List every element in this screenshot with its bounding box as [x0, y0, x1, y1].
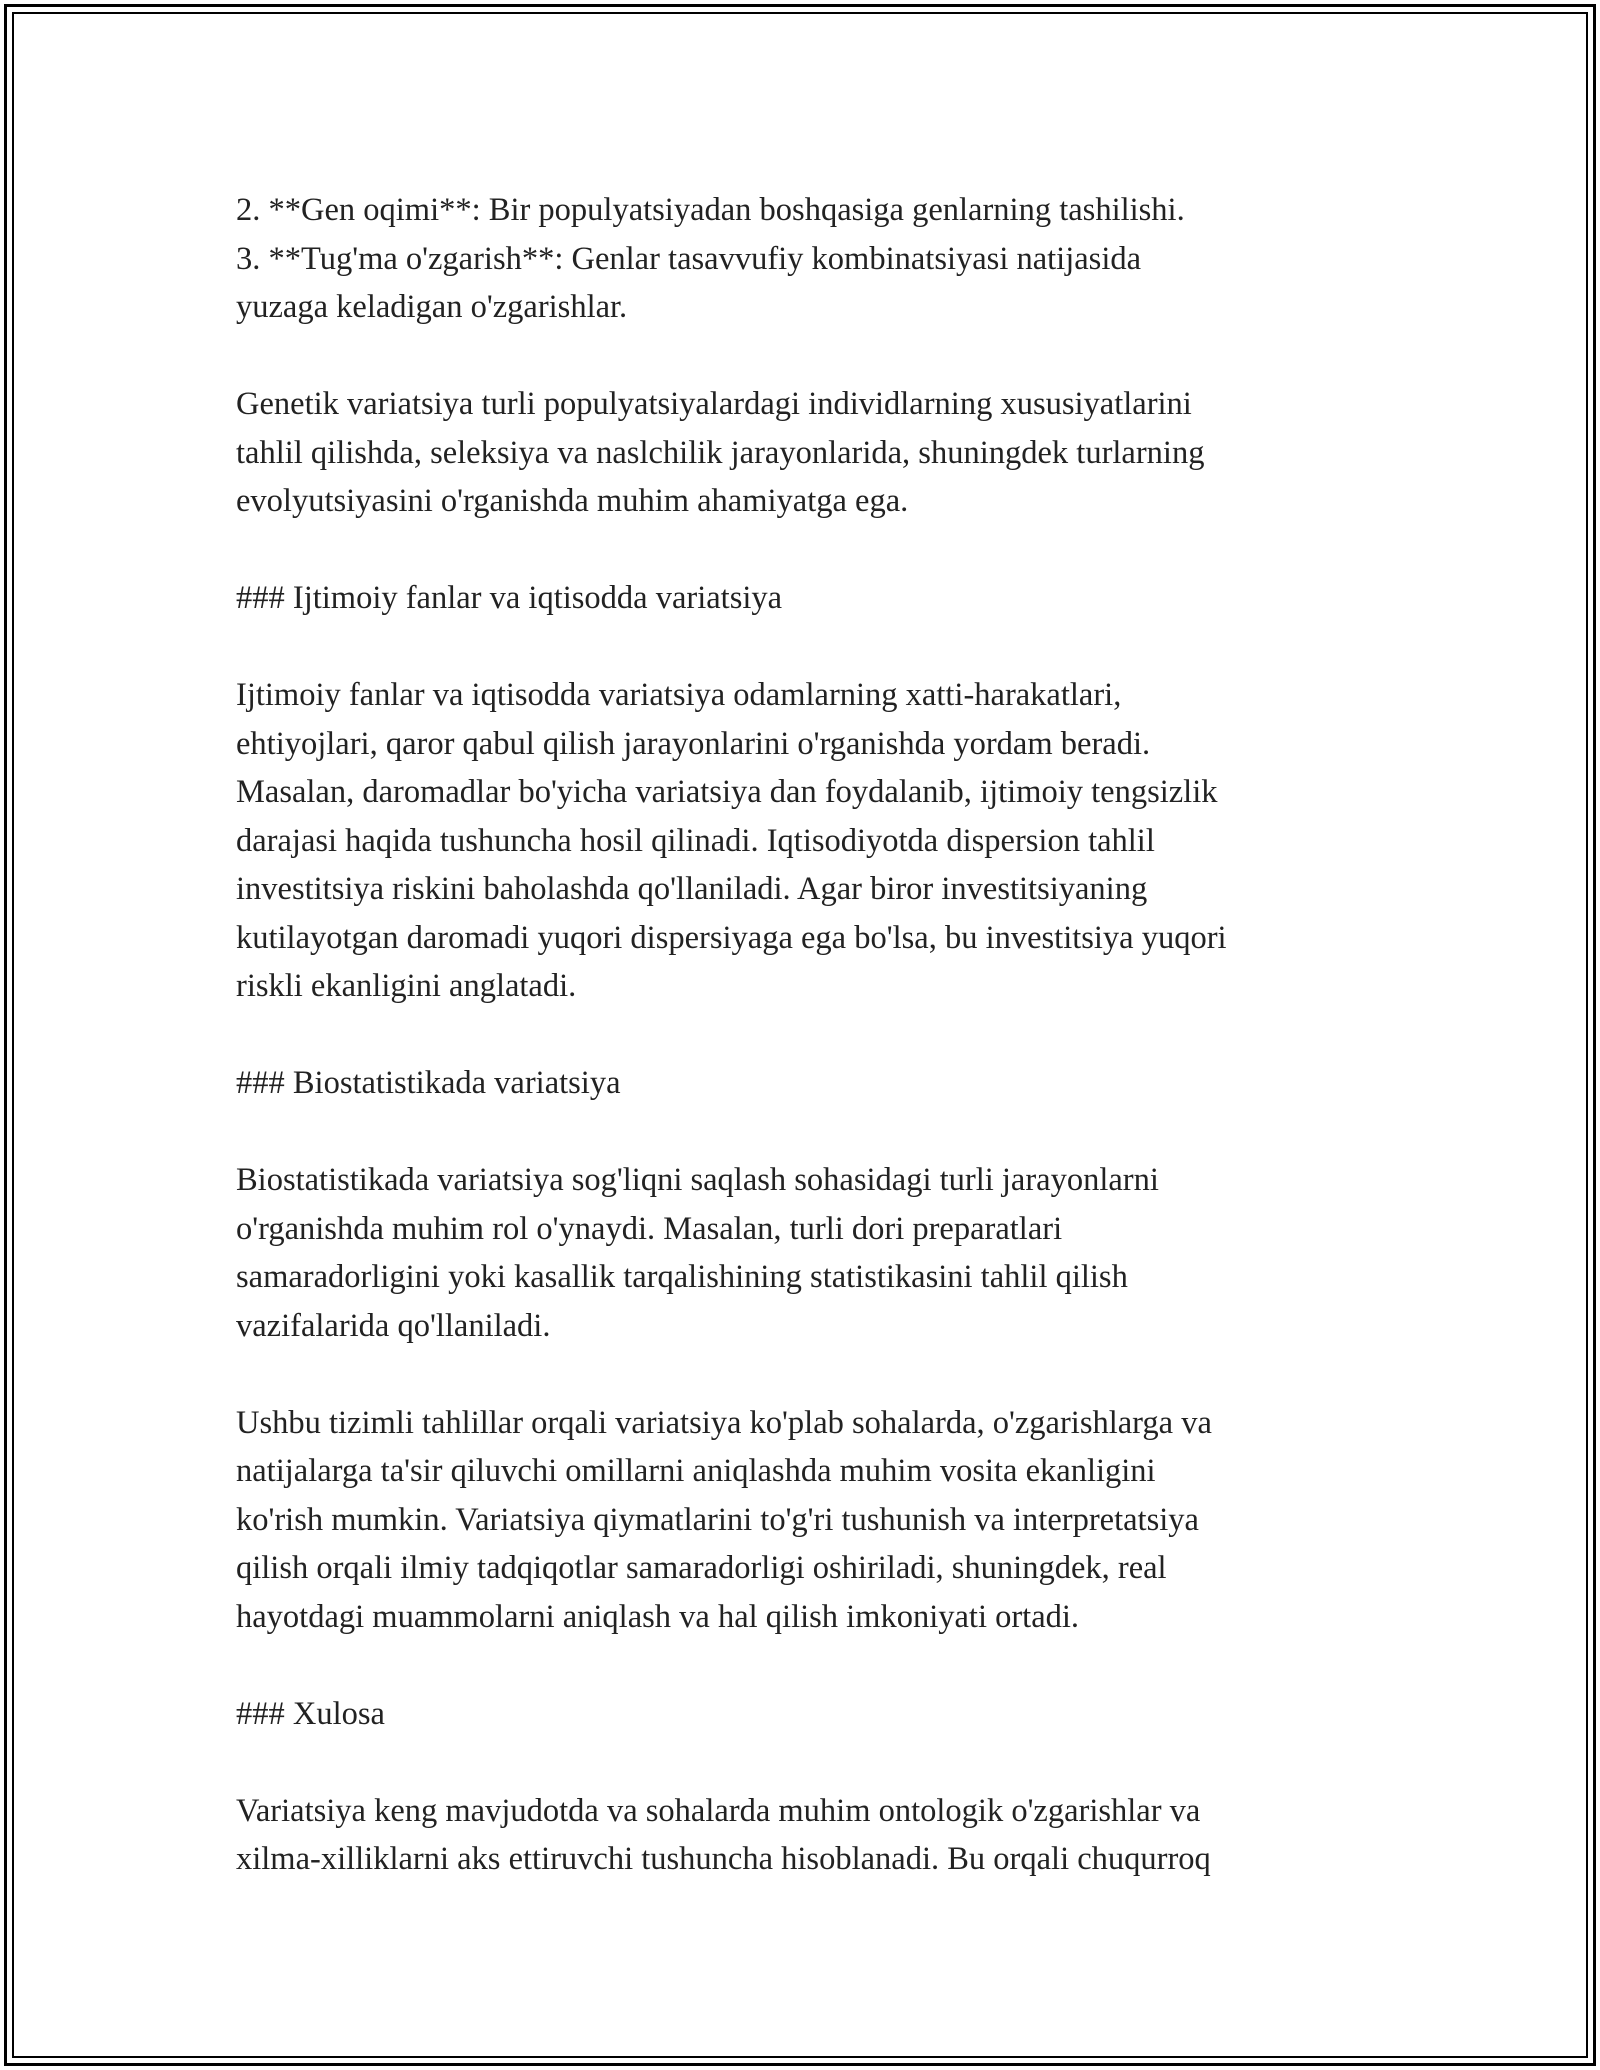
paragraph-biostatistics: Biostatistikada variatsiya sog'liqni saqlash sohasidagi turli jarayonlarni o'rganishda muhim rol o'ynaydi. Masalan, turli dori preparatlari samaradorligini yoki kasallik tarqalishining statistikasini tahlil qilish vazifalarida qo'llaniladi.: [236, 1162, 1159, 1344]
paragraph-gap: [236, 623, 1366, 672]
heading-biostatistics: ### Biostatistikada variatsiya: [236, 1065, 621, 1101]
paragraph-gap: [236, 1108, 1366, 1157]
paragraph-gene-flow-list: 2. **Gen oqimi**: Bir populyatsiyadan boshqasiga genlarning tashilishi. 3. **Tug'ma o'zgarish**: Genlar tasavvufiy kombinatsiyasi natijasida yuzaga keladigan o'zgarishlar.: [236, 192, 1185, 325]
heading-social-sciences: ### Ijtimoiy fanlar va iqtisodda variatsiya: [236, 580, 783, 616]
paragraph-gap: [236, 332, 1366, 381]
paragraph-gap: [236, 1011, 1366, 1060]
paragraph-conclusion: Variatsiya keng mavjudotda va sohalarda muhim ontologik o'zgarishlar va xilma-xilliklarni aks ettiruvchi tushuncha hisoblanadi. Bu orqali chuqurroq: [236, 1792, 1211, 1877]
document-body: [236, 186, 1366, 1884]
heading-conclusion: ### Xulosa: [236, 1695, 385, 1732]
paragraph-gap: [236, 1350, 1366, 1399]
paragraph-gap: [236, 1641, 1366, 1690]
paragraph-gap: [236, 526, 1366, 575]
paragraph-genetic-variation: Genetik variatsiya turli populyatsiyalardagi individlarning xususiyatlarini tahlil qilishda, seleksiya va naslchilik jarayonlarida, shuningdek turlarning evolyutsiyasini o'rganishda muhim ahamiyatga ega.: [236, 386, 1205, 519]
paragraph-systematic-analysis: Ushbu tizimli tahlillar orqali variatsiya ko'plab sohalarda, o'zgarishlarga va natijalarga ta'sir qiluvchi omillarni aniqlashda muhim vosita ekanligini ko'rish mumkin. Variatsiya qiymatlarini to'g'ri tushunish va interpretatsiya qilish orqali ilmiy tadqiqotlar samaradorligi oshiriladi, shuningdek, real hayotdagi muammolarni aniqlash va hal qilish imkoniyati ortadi.: [236, 1404, 1212, 1635]
paragraph-social-sciences: Ijtimoiy fanlar va iqtisodda variatsiya odamlarning xatti-harakatlari, ehtiyojlari, qaror qabul qilish jarayonlarini o'rganishda yordam beradi. Masalan, daromadlar bo'yicha variatsiya dan foydalanib, ijtimoiy tengsizlik darajasi haqida tushuncha hosil qilinadi. Iqtisodiyotda dispersion tahlil investitsiya riskini baholashda qo'llaniladi. Agar biror investitsiyaning kutilayotgan daromadi yuqori dispersiyaga ega bo'lsa, bu investitsiya yuqori riskli ekanligini anglatadi.: [236, 677, 1227, 1004]
paragraph-gap: [236, 1738, 1366, 1787]
